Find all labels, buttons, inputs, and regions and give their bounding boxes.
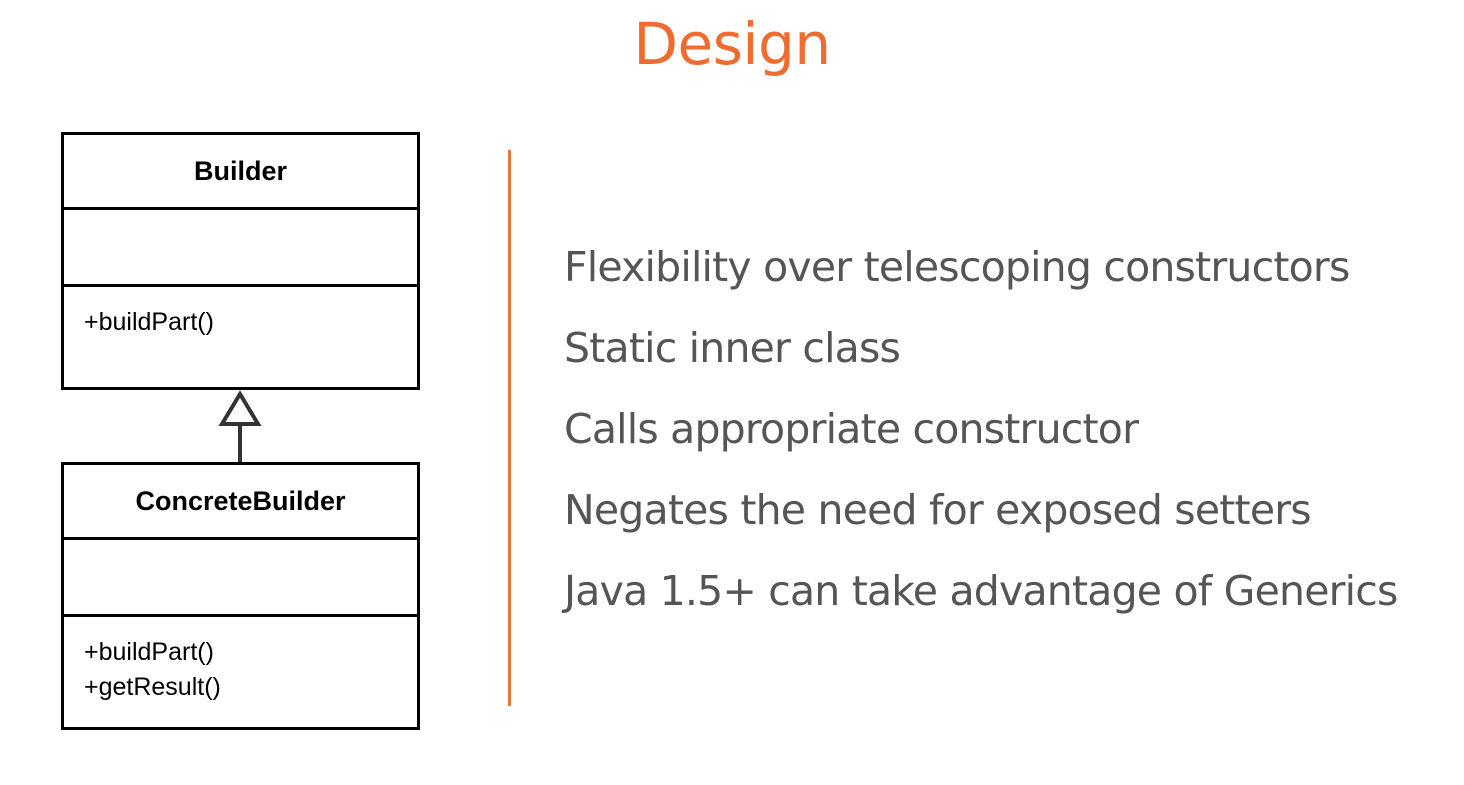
uml-attributes-section [64, 540, 417, 617]
uml-method: +buildPart() [84, 308, 214, 336]
inheritance-arrow-icon [210, 388, 270, 466]
uml-attributes-section [64, 210, 417, 287]
bullet-item: Java 1.5+ can take advantage of Generics [564, 567, 1398, 615]
uml-method: +buildPart() [84, 638, 214, 666]
bullet-list [564, 227, 1398, 632]
uml-methods-section [64, 617, 417, 705]
uml-class-name: Builder [64, 135, 417, 210]
uml-method: +getResult() [84, 673, 221, 701]
uml-methods-section [64, 287, 417, 340]
bullet-item: Static inner class [564, 324, 901, 372]
bullet-item: Flexibility over telescoping constructors [564, 243, 1350, 291]
vertical-divider [508, 150, 511, 706]
uml-class-name: ConcreteBuilder [64, 465, 417, 540]
slide-title: Design [633, 10, 831, 78]
uml-class-concrete-builder [61, 462, 420, 730]
uml-class-builder [61, 132, 420, 390]
bullet-item: Calls appropriate constructor [564, 405, 1139, 453]
inheritance-arrowhead [222, 394, 258, 424]
bullet-item: Negates the need for exposed setters [564, 486, 1311, 534]
